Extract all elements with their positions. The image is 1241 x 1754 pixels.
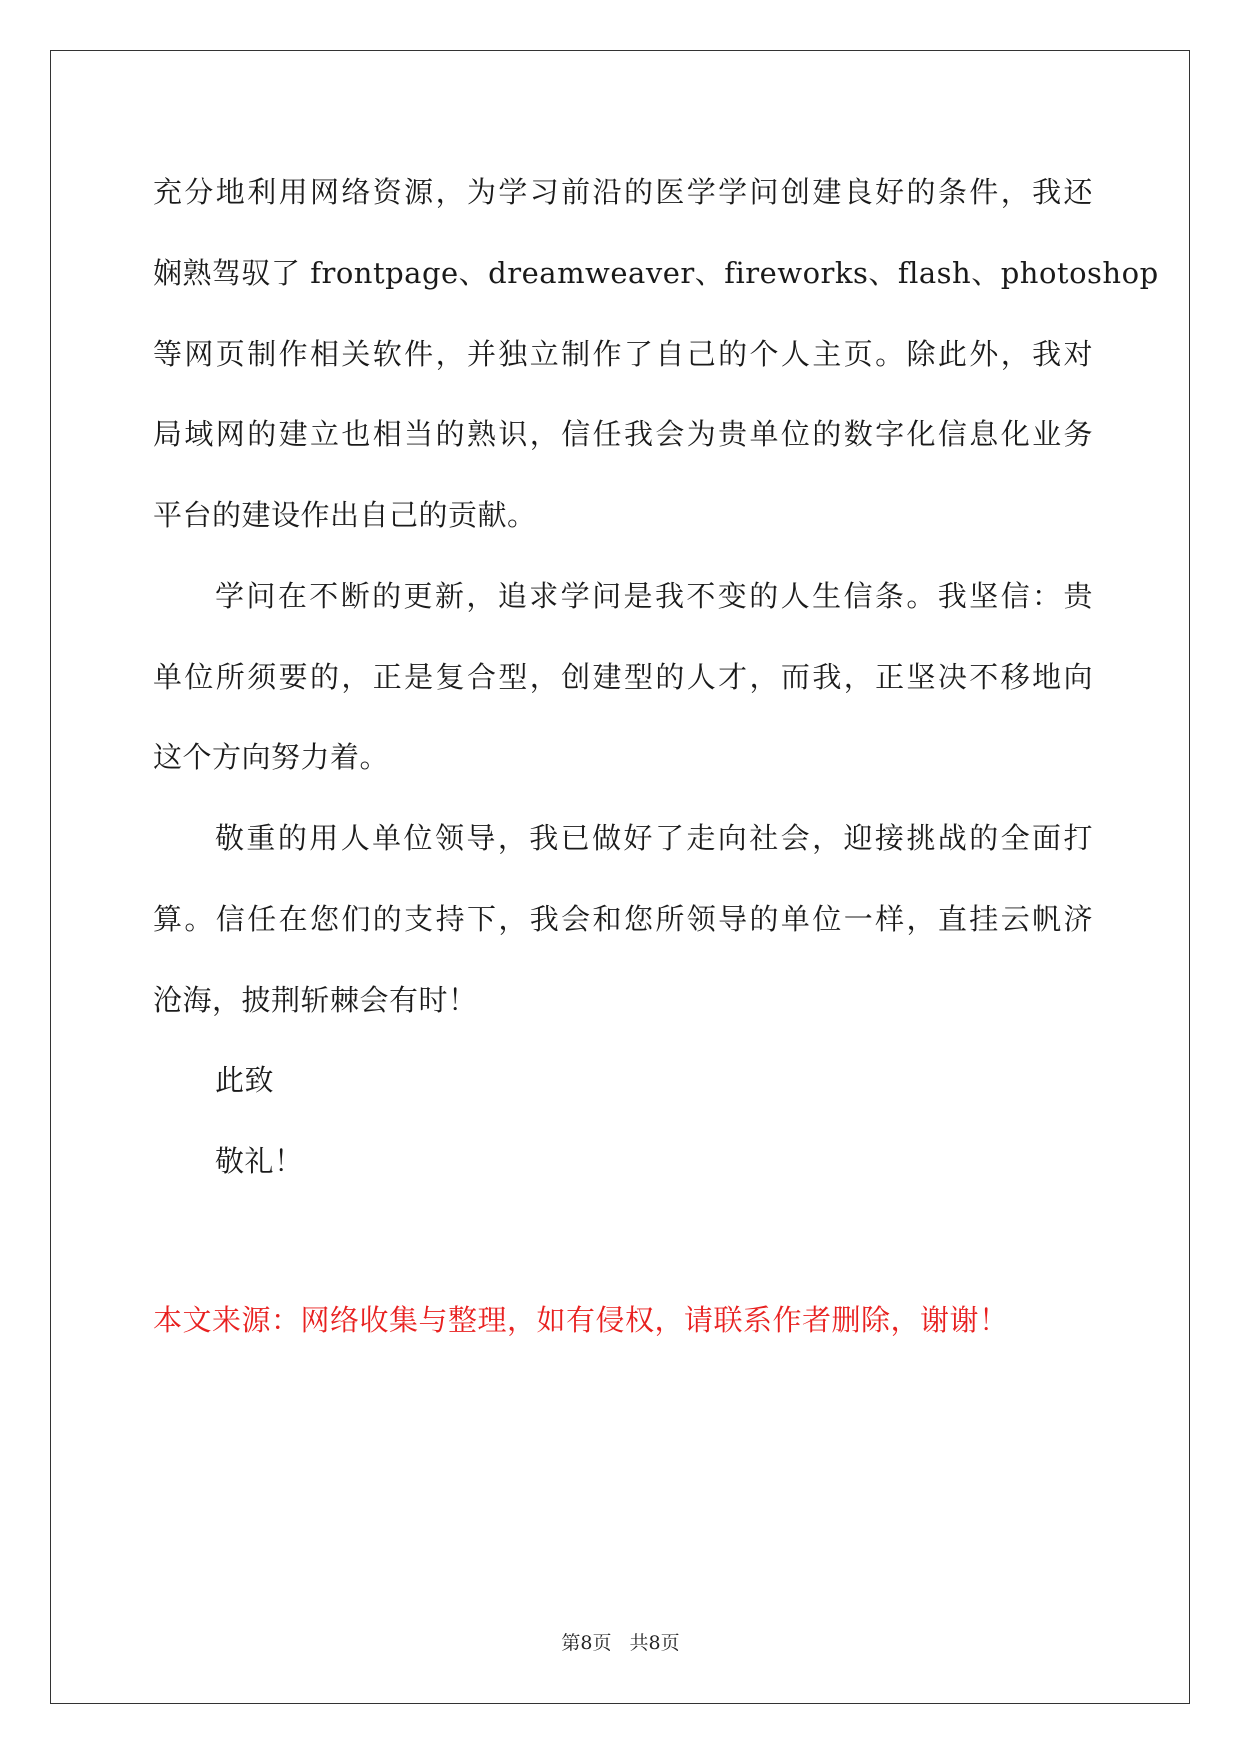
paragraph-line: 学问在不断的更新，追求学问是我不变的人生信条。我坚信：贵 [215, 579, 1093, 613]
paragraph-line: 敬重的用人单位领导，我已做好了走向社会，迎接挑战的全面打 [215, 821, 1093, 855]
page-border [50, 50, 1190, 1704]
paragraph-line: 沧海，披荆斩棘会有时！ [153, 983, 478, 1017]
current-page-label: 第8页 [561, 1632, 612, 1654]
source-notice: 本文来源：网络收集与整理，如有侵权，请联系作者删除，谢谢！ [153, 1303, 1009, 1337]
paragraph-line: 算。信任在您们的支持下，我会和您所领导的单位一样，直挂云帆济 [153, 902, 1093, 936]
paragraph-line: 局域网的建立也相当的熟识，信任我会为贵单位的数字化信息化业务 [153, 417, 1093, 451]
paragraph-line: 等网页制作相关软件，并独立制作了自己的个人主页。除此外，我对 [153, 337, 1093, 371]
paragraph-line: 娴熟驾驭了 frontpage、dreamweaver、fireworks、flash、photoshop [153, 256, 1159, 290]
total-pages-label: 共8页 [629, 1632, 680, 1654]
closing-salutation: 此致 [215, 1063, 275, 1097]
paragraph-line: 单位所须要的，正是复合型，创建型的人才，而我，正坚决不移地向 [153, 660, 1093, 694]
closing-regards: 敬礼！ [215, 1144, 304, 1178]
paragraph-line: 这个方向努力着。 [153, 740, 390, 774]
paragraph-line: 充分地利用网络资源，为学习前沿的医学学问创建良好的条件，我还 [153, 175, 1093, 209]
paragraph-line: 平台的建设作出自己的贡献。 [153, 498, 537, 532]
page-footer [0, 1628, 1241, 1655]
